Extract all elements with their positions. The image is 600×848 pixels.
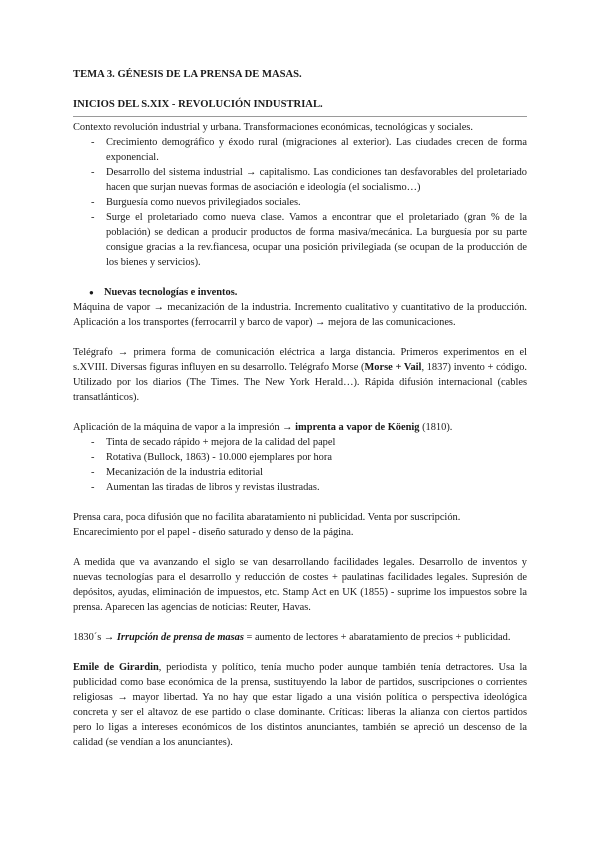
text-run: , 1837) invento + código. Utilizado por los diarios (The Times. The New York Herald…). Rápida difusión internacional (cables transatlánticos). [73,362,528,403]
paragraph-imprenta [73,420,527,435]
section-heading-text: Nuevas tecnologías e inventos. [104,287,238,298]
bold-text: Morse + Vail [364,362,422,373]
text-run: = aumento de lectores + abaratamiento de precios + publicidad. [243,632,511,643]
list-item: - Aumentan las tiradas de libros y revistas ilustradas. [73,480,527,495]
list-item: - Rotativa (Bullock, 1863) - 10.000 ejemplares por hora [73,450,527,465]
context-list [73,135,527,270]
document-title: TEMA 3. GÉNESIS DE LA PRENSA DE MASAS. [73,69,302,80]
paragraph-prensa-2: Encarecimiento por el papel - diseño saturado y denso de la página. [73,527,354,538]
list-item: - Crecimiento demográfico y éxodo rural (migraciones al exterior). Las ciudades crecen de forma exponencial. [73,135,527,165]
text-run: Aplicación de la máquina de vapor a la impresión → [73,422,296,433]
list-item: - Tinta de secado rápido + mejora de la calidad del papel [73,435,527,450]
section-title: INICIOS DEL S.XIX - REVOLUCIÓN INDUSTRIAL. [73,99,323,110]
imprenta-list [73,435,527,495]
list-item: - Surge el proletariado como nueva clase. Vamos a encontrar que el proletariado (gran % de la población) se dedican a producir productos de forma masiva/mecánica. La burguesía por su parte consigue gracias a la rev.fiancesa, ocupar una posición privilegiada (se ocupan de la producción de los bienes y servicios). [73,210,527,270]
paragraph-1830 [73,630,527,645]
bold-italic-text: Irrupción de prensa de masas [116,632,244,643]
paragraph-girardin [73,660,527,750]
context-paragraph: Contexto revolución industrial y urbana. Transformaciones económicas, tecnológicas y sociales. [73,122,473,133]
text-run: 1830´s → [73,632,117,643]
paragraph-vapor: Máquina de vapor → mecanización de la industria. Incremento cualitativo y cuantitativo de la producción. Aplicación a los transportes (ferrocarril y barco de vapor) → mejora de las comunicaciones. [73,302,527,328]
document-page [73,68,527,750]
bold-text: imprenta a vapor de Köenig [295,422,420,433]
horizontal-rule [73,116,527,117]
text-run: (1810). [419,422,453,433]
bold-text: Emile de Girardin [73,662,159,673]
paragraph-telegrafo [73,345,527,405]
paragraph-prensa-1: Prensa cara, poca difusión que no facilita abaratamiento ni publicidad. Venta por suscripción. [73,512,461,523]
list-item: - Mecanización de la industria editorial [73,465,527,480]
list-item: - Burguesía como nuevos privilegiados sociales. [73,195,527,210]
bullet-icon: ● [89,288,94,297]
text-run: Telégrafo → primera forma de comunicación eléctrica a larga distancia. Primeros experimentos en el s.XVIII. Diversas figuras influyen en su desarrollo. Telégrafo Morse ( [73,347,527,373]
text-run: , periodista y político, tenía mucho poder aunque también tenía detractores. Usa la publicidad como base económica de la prensa, sustituyendo la labor de partidos, suscripciones o corrientes religiosas → mayor libertad. Ya no hay que estar ligado a una visión política o perspectiva ideológica concreta y ser el altavoz de ese partido o clase dominante. Críticas: liberas la alianza con ciertos partidos pero lo ligas a intereses económicos de los distintos anunciantes, también se apreció un descenso de la calidad (se vendían a los anunciantes). [73,662,527,748]
paragraph-siglo: A medida que va avanzando el siglo se van desarrollando facilidades legales. Desarrollo de inventos y nuevas tecnologías para el desarrollo y reducción de costes + paulatinas facilidades legales. Supresión de depósitos, ayudas, eliminación de impuestos, etc. Stamp Act en UK (1855) - suprime los impuestos sobre la prensa. Aparecen las agencias de noticias: Reuter, Havas. [73,557,527,613]
list-item: - Desarrollo del sistema industrial → capitalismo. Las condiciones tan desfavorables del proletariado hacen que surjan nuevas formas de asociación e ideología (el socialismo…) [73,165,527,195]
section-heading [73,285,527,300]
